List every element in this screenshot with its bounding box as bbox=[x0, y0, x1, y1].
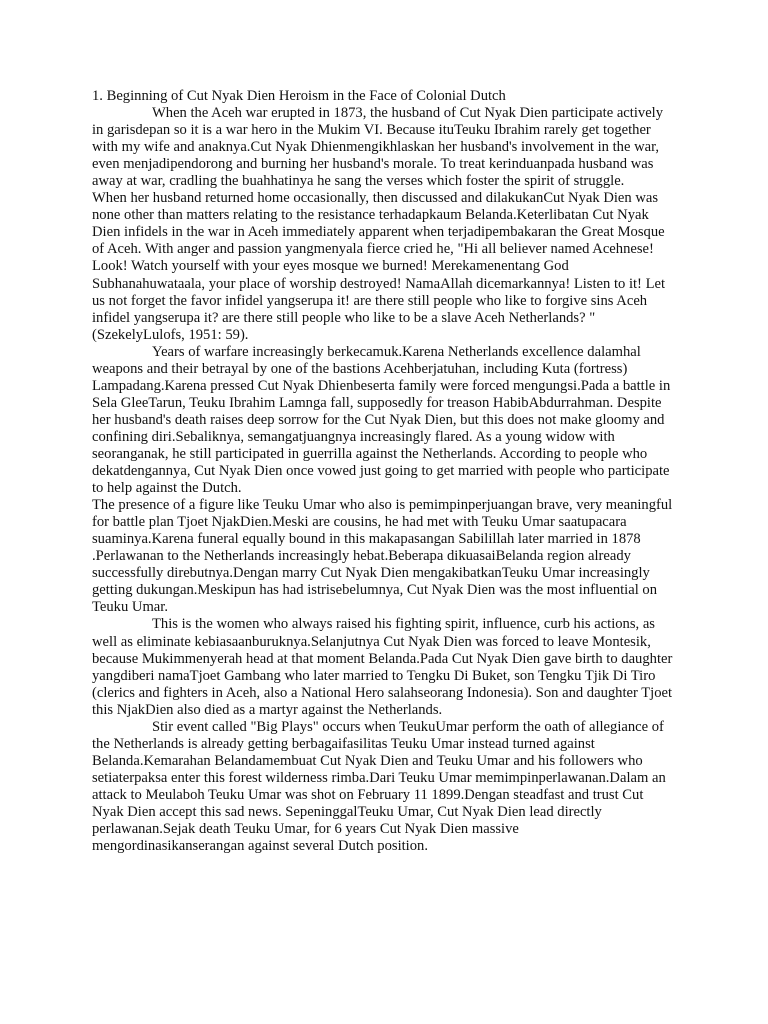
document-body bbox=[92, 88, 674, 855]
paragraph-2: When her husband returned home occasionally, then discussed and dilakukanCut Nyak Dien was none other than matters relating to the resistance terhadapkaum Belanda.Keterlibatan Cut Nyak Dien infidels in the war in Aceh immediately apparent when terjadipembakaran the Great Mosque of Aceh. With anger and passion yangmenyala fierce cried he, "Hi all believer named Acehnese! Look! Watch yourself with your eyes mosque we burned! Merekamenentang God Subhanahuwataala, your place of worship destroyed! NamaAllah dicemarkannya! Listen to it! Let us not forget the favor infidel yangserupa it! are there still people who like to forgive sins Aceh infidel yangserupa it? are there still people who like to be a slave Aceh Netherlands? "(SzekelyLulofs, 1951: 59). bbox=[92, 190, 666, 343]
section-heading: 1. Beginning of Cut Nyak Dien Heroism in the Face of Colonial Dutch bbox=[92, 88, 506, 104]
paragraph-5: This is the women who always raised his fighting spirit, influence, curb his actions, as well as eliminate kebiasaanburuknya.Selanjutnya Cut Nyak Dien was forced to leave Montesik, because Mukimmenyerah head at that moment Belanda.Pada Cut Nyak Dien gave birth to daughter yangdiberi namaTjoet Gambang who later married to Tengku Di Buket, son Tengku Tjik Di Tiro (clerics and fighters in Aceh, also a National Hero salahseorang Indonesia). Son and daughter Tjoet this NjakDien also died as a martyr against the Netherlands. bbox=[92, 616, 673, 718]
paragraph-3: Years of warfare increasingly berkecamuk.Karena Netherlands excellence dalamhal weapons and their betrayal by one of the bastions Acehberjatuhan, including Kuta (fortress) Lampadang.Karena pressed Cut Nyak Dhienbeserta family were forced mengungsi.Pada a battle in Sela GleeTarun, Teuku Ibrahim Lamnga fall, supposedly for treason HabibAbdurrahman. Despite her husband's death raises deep sorrow for the Cut Nyak Dien, but this does not make gloomy and confining diri.Sebaliknya, semangatjuangnya increasingly flared. As a young widow with seoranganak, he still participated in guerrilla against the Netherlands. According to people who dekatdengannya, Cut Nyak Dien once vowed just going to get married with people who participate to help against the Dutch. bbox=[92, 343, 671, 497]
paragraph-1: When the Aceh war erupted in 1873, the husband of Cut Nyak Dien participate actively in garisdepan so it is a war hero in the Mukim VI. Because ituTeuku Ibrahim rarely get together with my wife and anaknya.Cut Nyak Dhienmengikhlaskan her husband's involvement in the war, even menjadipendorong and burning her husband's morale. To treat kerinduanpada husband was away at war, cradling the buahhatinya he sang the verses which foster the spirit of struggle. bbox=[92, 105, 664, 190]
paragraph-6: Stir event called "Big Plays" occurs when TeukuUmar perform the oath of allegiance of the Netherlands is already getting berbagaifasilitas Teuku Umar instead turned against Belanda.Kemarahan Belandamembuat Cut Nyak Dien and Teuku Umar and his followers who setiaterpaksa enter this forest wilderness rimba.Dari Teuku Umar memimpinperlawanan.Dalam an attack to Meulaboh Teuku Umar was shot on February 11 1899.Dengan steadfast and trust Cut Nyak Dien accept this sad news. SepeninggalTeuku Umar, Cut Nyak Dien lead directly perlawanan.Sejak death Teuku Umar, for 6 years Cut Nyak Dien massive mengordinasikanserangan against several Dutch position. bbox=[92, 718, 666, 855]
paragraph-4: The presence of a figure like Teuku Umar who also is pemimpinperjuangan brave, very meaningful for battle plan Tjoet NjakDien.Meski are cousins, he had met with Teuku Umar saatupacara suaminya.Karena funeral equally bound in this makapasangan Sabilillah later married in 1878 .Perlawanan to the Netherlands increasingly hebat.Beberapa dikuasaiBelanda region already successfully direbutnya.Dengan marry Cut Nyak Dien mengakibatkanTeuku Umar increasingly getting dukungan.Meskipun has had istrisebelumnya, Cut Nyak Dien was the most influential on Teuku Umar. bbox=[92, 497, 673, 616]
